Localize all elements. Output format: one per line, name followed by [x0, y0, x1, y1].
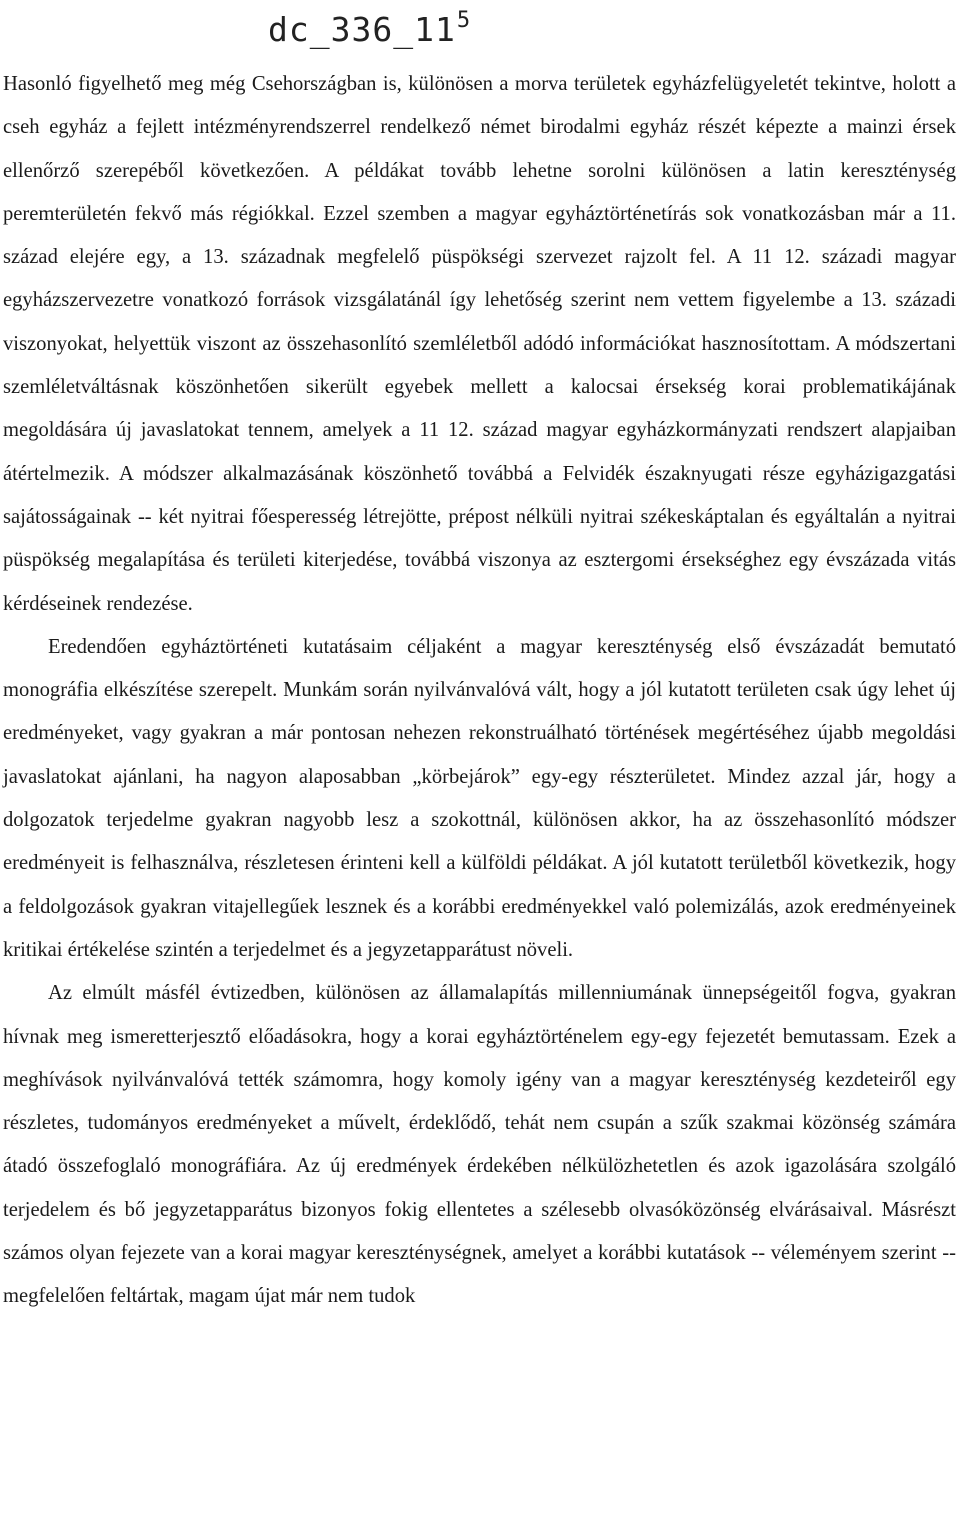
paragraph-3: Az elmúlt másfél évtizedben, különösen az államalapítás millenniumának ünnepségeitől fogva, gyakran hívnak meg ismeretterjesztő előadásokra, hogy a korai egyháztörténelem egy-egy fejezetét bemutassam. Ezek a meghívások nyilvánvalóvá tették számomra, hogy komoly igény van a magyar kereszténység kezdeteiről egy részletes, tudományos eredményeket a művelt, érdeklődő, tehát nem csupán a szűk szakmai közönség számára átadó összefoglaló monográfiára. Az új eredmények érdekében nélkülözhetetlen és azok igazolására szolgáló terjedelem és bő jegyzetapparátus bizonyos fokig ellentetes a szélesebb olvasóközönség elvárásaival. Másrészt számos olyan fejezete van a korai magyar kereszténységnek, amelyet a korábbi kutatások -- véleményem szerint -- megfelelően feltártak, magam újat már nem tudok	[3, 982, 956, 1308]
document-id: dc_336_11	[268, 10, 456, 49]
document-body	[3, 63, 956, 1319]
paragraph-2: Eredendően egyháztörténeti kutatásaim céljaként a magyar kereszténység első évszázadát bemutató monográfia elkészítése szerepelt. Munkám során nyilvánvalóvá vált, hogy a jól kutatott területen csak úgy lehet új eredményeket, vagy gyakran a már pontosan nehezen rekonstruálható történések megértéséhez újabb megoldási javaslatokat ajánlani, ha nagyon alaposabban „körbejárok” egy-egy részterületet. Mindez azzal jár, hogy a dolgozatok terjedelme gyakran nagyobb lesz a szokottnál, különösen akkor, ha az összehasonlító módszer eredményeit is felhasználva, részletesen érinteni kell a külföldi példákat. A jól kutatott területből következik, hogy a feldolgozások gyakran vitajellegűek lesznek és a korábbi eredményekkel való polemizálás, azok eredményeinek kritikai értékelése szintén a terjedelmet és a jegyzetapparátust növeli.	[3, 635, 956, 961]
document-header	[268, 0, 471, 51]
page-number: 5	[456, 8, 472, 33]
paragraph-1: Hasonló figyelhető meg még Csehországban is, különösen a morva területek egyházfelügyeletét tekintve, holott a cseh egyház a fejlett intézményrendszerrel rendelkező német birodalmi egyház részét képezte a mainzi érsek ellenőrző szerepéből következően. A példákat tovább lehetne sorolni különösen a latin kereszténység peremterületén fekvő más régiókkal. Ezzel szemben a magyar egyháztörténetírás sok vonatkozásban már a 11. század elejére egy, a 13. századnak megfelelő püspökségi szervezet rajzolt fel. A 11 12. századi magyar egyházszervezetre vonatkozó források vizsgálatánál így lehetőség szerint nem vettem figyelembe a 13. századi viszonyokat, helyettük viszont az összehasonlító szemléletből adódó információkat hasznosítottam. A módszertani szemléletváltásnak köszönhetően sikerült egyebek mellett a kalocsai érsekség korai problematikájának megoldására új javaslatokat tennem, amelyek a 11 12. század magyar egyházkormányzati rendszert alapjaiban átértelmezik. A módszer alkalmazásának köszönhető továbbá a Felvidék északnyugati része egyházigazgatási sajátosságainak -- két nyitrai főesperesség létrejötte, prépost nélküli nyitrai székeskáptalan és egyáltalán a nyitrai püspökség megalapítása és területi kiterjedése, továbbá viszonya az esztergomi érsekséghez egy évszázada vitás kérdéseinek rendezése.	[3, 73, 956, 615]
